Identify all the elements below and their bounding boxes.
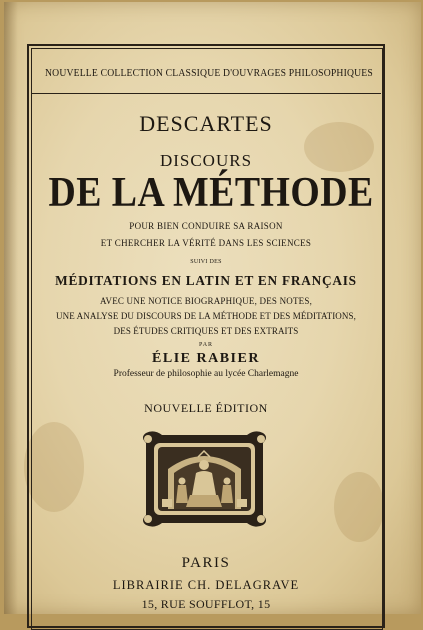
editor-title: Professeur de philosophie au lycée Charlemagne [113,369,299,379]
subtitle-line-1: POUR BIEN CONDUIRE SA RAISON [129,221,283,231]
publication-city: PARIS [181,555,231,571]
edition-label: NOUVELLE ÉDITION [144,401,268,415]
subtitle-line-2: ET CHERCHER LA VÉRITÉ DANS LES SCIENCES [100,238,312,248]
description-line-2: UNE ANALYSE DU DISCOURS DE LA MÉTHODE ET DES MÉDITATIONS, [56,311,356,321]
header-rule [31,93,381,94]
meditations-title: MÉDITATIONS EN LATIN ET EN FRANÇAIS [55,274,357,289]
editor-name: ÉLIE RABIER [152,351,260,366]
book-title: DE LA MÉTHODE [48,170,374,216]
publisher-emblem-icon [138,429,271,529]
description-line-1: AVEC UNE NOTICE BIOGRAPHIQUE, DES NOTES, [99,296,313,306]
description-line-3: DES ÉTUDES CRITIQUES ET DES EXTRAITS [113,326,299,336]
suivi-des-label: SUIVI DES [190,259,222,265]
author-name: DESCARTES [139,111,273,136]
par-label: PAR [198,342,214,348]
spine-shadow [4,2,18,614]
publisher-address: 15, RUE SOUFFLOT, 15 [141,597,271,611]
publisher-name: LIBRAIRIE CH. DELAGRAVE [112,578,300,592]
collection-name: NOUVELLE COLLECTION CLASSIQUE D'OUVRAGES PHILOSOPHIQUES [45,68,373,79]
title-prefix: DISCOURS [159,151,253,170]
